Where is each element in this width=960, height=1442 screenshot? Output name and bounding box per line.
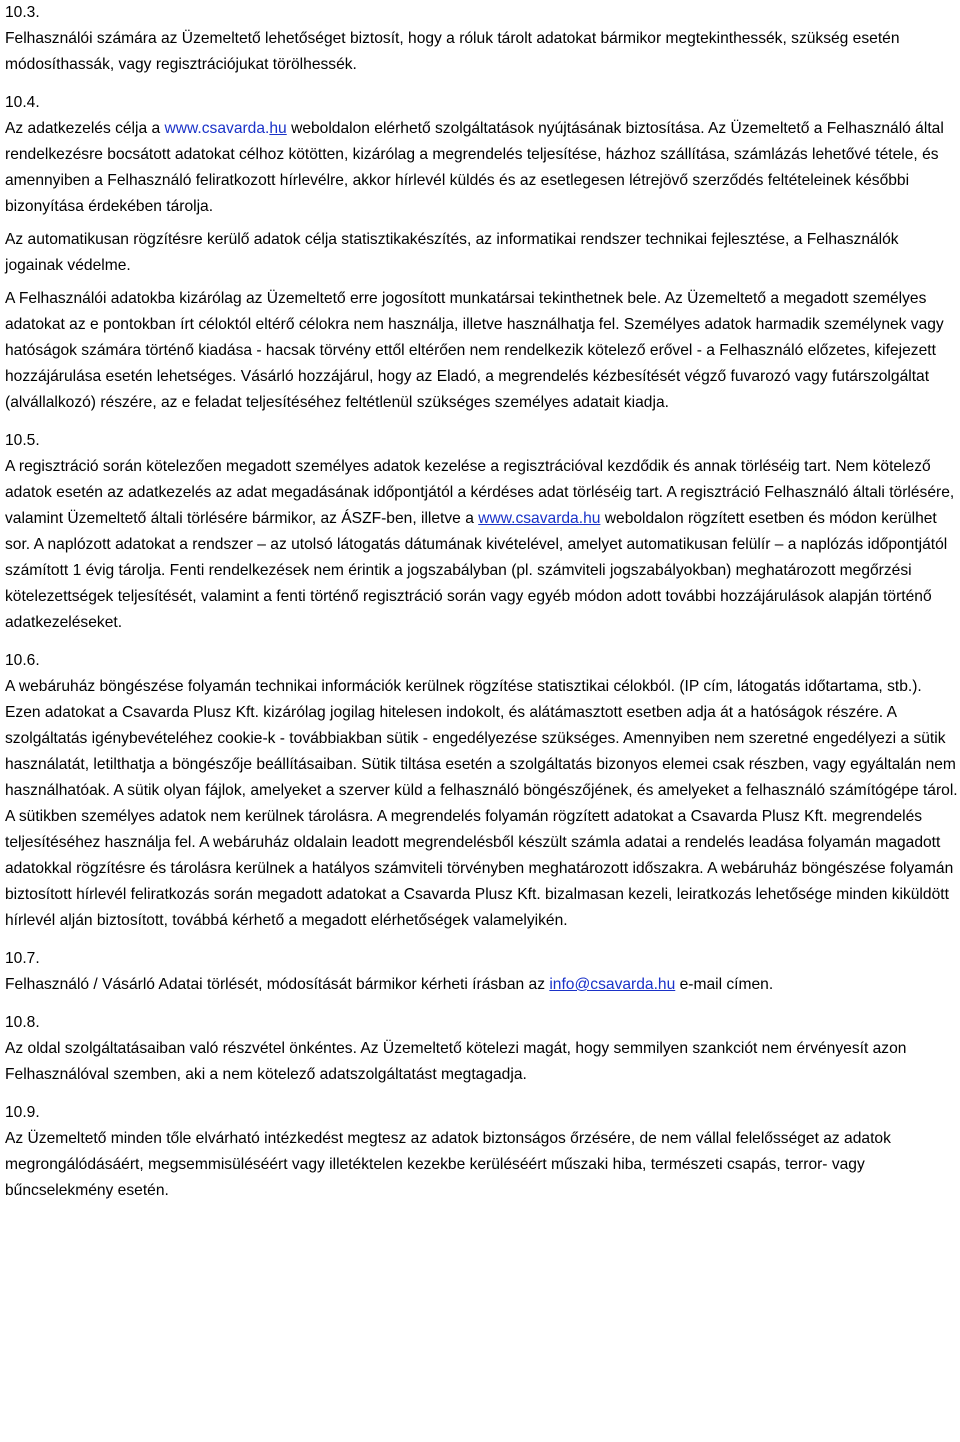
- paragraph-text: weboldalon elérhető szolgáltatások nyújtásának biztosítása. Az Üzemeltető a Felhasználó által rendelkezésre bocsátott adatokat célhoz kötötten, kizárólag a megrendelés teljesítése, házhoz szállítása, számlázás lehetővé tétele, és amennyiben a Felhasználó feliratkozott hírlevélre, akkor hírlevél küldés és az esetlegesen létrejövő szerződés feltételeinek későbbi bizonyítása érdekében tárolja.: [5, 120, 944, 215]
- paragraph-text: weboldalon rögzített esetben és módon kerülhet sor. A naplózott adatokat a rendszer – az utolsó látogatás dátumának kivételével, amelyet automatikusan felülír – a naplózás időpontjától számított 1 évig tárolja. Fenti rendelkezések nem érintik a jogszabályban (pl. számviteli jogszabályokban) meghatározott megőrzési kötelezettségek teljesítését, valamint a fenti történő regisztráció során vagy egyéb módon adott további hozzájárulások alapján történő adatkezeléseket.: [5, 510, 948, 631]
- paragraph: [5, 972, 958, 998]
- section-number: 10.5.: [5, 432, 40, 449]
- section-number: 10.8.: [5, 1014, 40, 1031]
- paragraph: [5, 116, 958, 220]
- section-number: 10.3.: [5, 4, 40, 21]
- section-10-3: [5, 0, 958, 78]
- section-10-6: [5, 648, 958, 934]
- section-number: 10.7.: [5, 950, 40, 967]
- website-link-tld[interactable]: hu: [269, 120, 287, 137]
- email-link[interactable]: info@csavarda.hu: [549, 976, 676, 993]
- paragraph: Az Üzemeltető minden tőle elvárható intézkedést megtesz az adatok biztonságos őrzésére, de nem vállal felelősséget az adatok megrongálódásáért, megsemmisüléséért vagy illetéktelen kezekbe kerüléséért műszaki hiba, természeti csapás, terror- vagy bűncselekmény esetén.: [5, 1130, 891, 1199]
- paragraph-text: Felhasználó / Vásárló Adatai törlését, módosítását bármikor kérheti írásban az: [5, 976, 550, 993]
- section-number: 10.4.: [5, 94, 40, 111]
- section-number: 10.6.: [5, 652, 40, 669]
- paragraph-text: Az adatkezelés célja a: [5, 120, 165, 137]
- section-10-7: [5, 946, 958, 998]
- section-10-8: [5, 1010, 958, 1088]
- section-10-4: [5, 90, 958, 416]
- paragraph: Az oldal szolgáltatásaiban való részvétel önkéntes. Az Üzemeltető kötelezi magát, hogy semmilyen szankciót nem érvényesít azon Felhasználóval szemben, aki a nem kötelező adatszolgáltatást megtagadja.: [5, 1040, 907, 1083]
- website-link-domain[interactable]: www.csavarda.: [164, 120, 270, 137]
- paragraph: Felhasználói számára az Üzemeltető lehetőséget biztosít, hogy a róluk tárolt adatokat bármikor megtekinthessék, szükség esetén módosíthassák, vagy regisztrációjukat törölhessék.: [5, 30, 900, 73]
- paragraph: A webáruház böngészése folyamán technikai információk kerülnek rögzítése statisztikai célokból. (IP cím, látogatás időtartama, stb.). Ezen adatokat a Csavarda Plusz Kft. kizárólag jogilag hitelesen indokolt, és alátámasztott esetben adja át a hatóságok részére. A szolgáltatás igénybevételéhez cookie-k - továbbiakban sütik - engedélyezése szükséges. Amennyiben nem szeretné engedélyezi a sütik használatát, letilthatja a böngészője beállításaiban. Sütik tiltása esetén a szolgáltatás bizonyos elemei csak részben, vagy egyáltalán nem használhatóak. A sütik olyan fájlok, amelyeket a szerver küld a felhasználó böngészőjének, és amelyeket a felhasználó számítógépe tárol. A sütikben személyes adatok nem kerülnek tárolásra. A megrendelés folyamán rögzített adatokat a Csavarda Plusz Kft. megrendelés teljesítéséhez használja fel. A webáruház oldalain leadott megrendelésből készült számla adatai a rendelés leadása folyamán magadott adatokkal rögzítésre és tárolásra kerülnek a hatályos számviteli törvényben meghatározott időszakra. A webáruház böngészése folyamán biztosított hírlevél feliratkozás során megadott adatokat a Csavarda Plusz Kft. bizalmasan kezeli, leiratkozás lehetősége minden kiküldött hírlevél alján biztosított, továbbá kérhető a megadott elérhetőségek valamelyikén.: [5, 678, 958, 929]
- website-link[interactable]: www.csavarda.hu: [478, 510, 601, 527]
- document-page: [5, 0, 958, 1216]
- paragraph: Az automatikusan rögzítésre kerülő adatok célja statisztikakészítés, az informatikai rendszer technikai fejlesztése, a Felhasználók jogainak védelme.: [5, 231, 899, 274]
- section-number: 10.9.: [5, 1104, 40, 1121]
- paragraph-text: e-mail címen.: [675, 976, 774, 993]
- section-10-9: [5, 1100, 958, 1204]
- paragraph: [5, 454, 958, 636]
- section-10-5: [5, 428, 958, 636]
- paragraph-text: A regisztráció során kötelezően megadott személyes adatok kezelése a regisztrációval kezdődik és annak törléséig tart. Nem kötelező adatok esetén az adatkezelés az adat megadásának időpontjától a kérdéses adat törléséig tart. A regisztráció Felhasználó általi törlésére, valamint Üzemeltető általi törlésére bármikor, az ÁSZF-ben, illetve a: [5, 458, 955, 527]
- paragraph: A Felhasználói adatokba kizárólag az Üzemeltető erre jogosított munkatársai tekinthetnek bele. Az Üzemeltető a megadott személyes adatokat az e pontokban írt céloktól eltérő célokra nem használja, illetve használhatja fel. Személyes adatok harmadik személynek vagy hatóságok számára történő kiadása - hacsak törvény ettől eltérően nem rendelkezik kötelező erővel - a Felhasználó előzetes, kifejezett hozzájárulása esetén lehetséges. Vásárló hozzájárul, hogy az Eladó, a megrendelés kézbesítését végző fuvarozó vagy futárszolgáltat (alvállalkozó) részére, az e feladat teljesítéséhez feltétlenül szükséges személyes adatait kiadja.: [5, 290, 944, 411]
